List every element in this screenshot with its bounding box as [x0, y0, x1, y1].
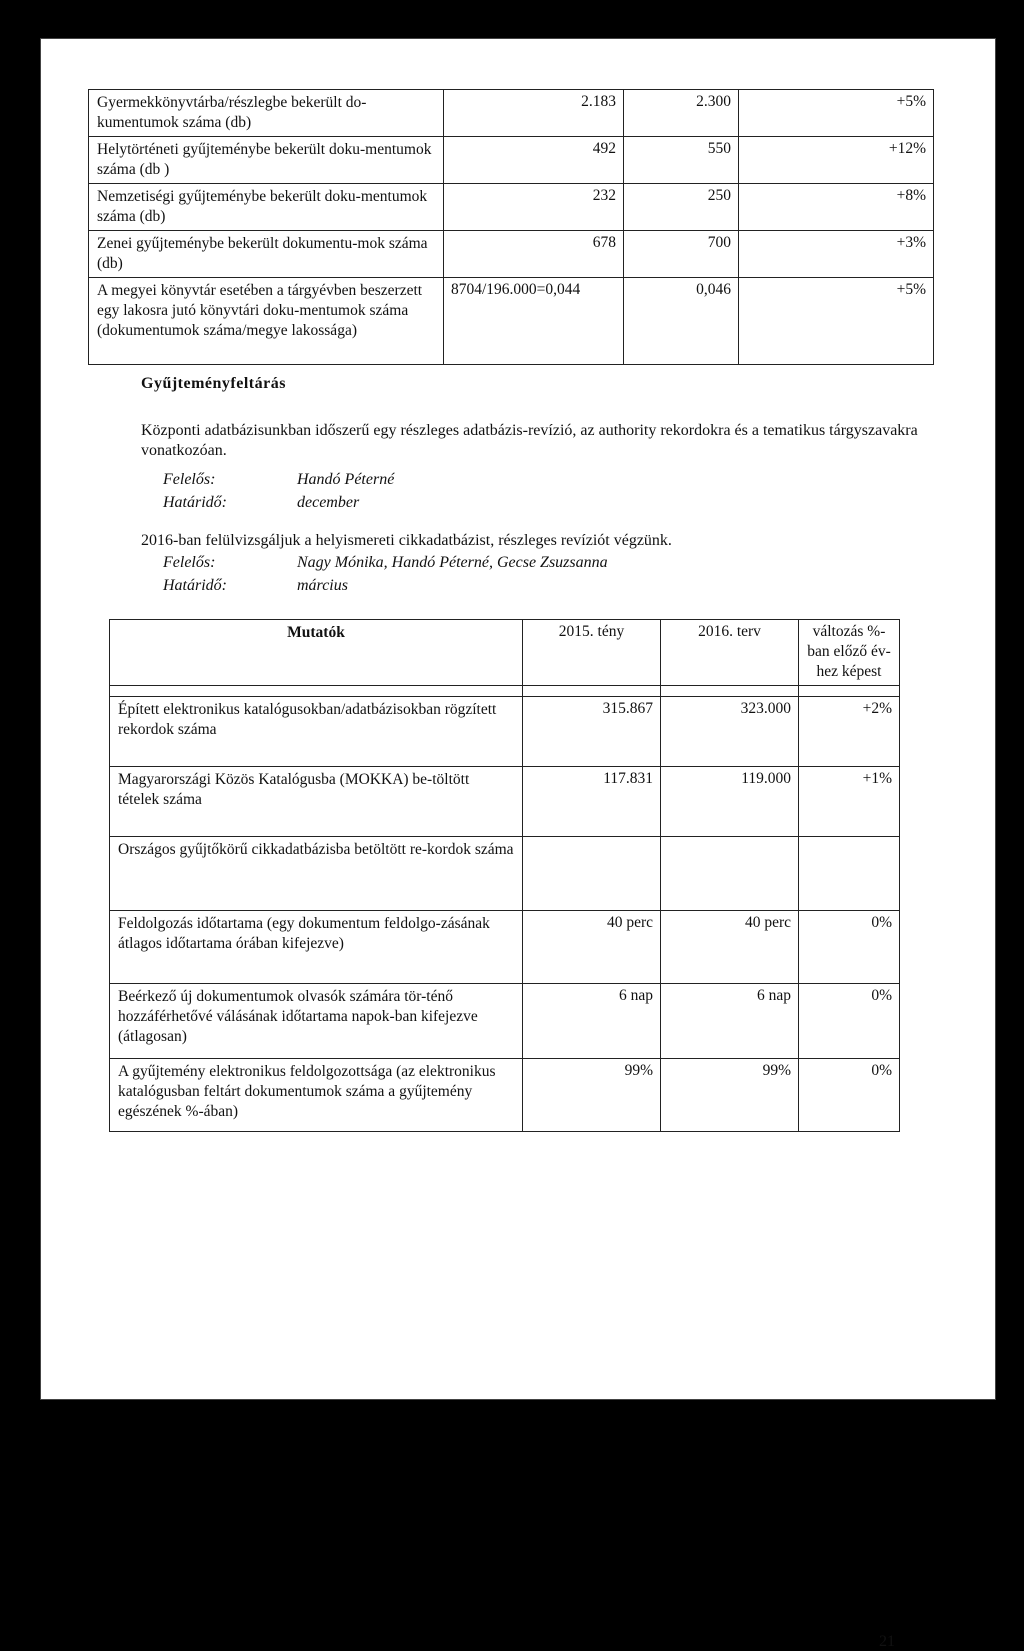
header-2015: 2015. tény	[523, 620, 661, 686]
row-label: Gyermekkönyvtárba/részlegbe bekerült do-kumentumok száma (db)	[89, 90, 444, 137]
row-label: Épített elektronikus katalógusokban/adatbázisokban rögzített rekordok száma	[110, 697, 523, 767]
value-2015: 40 perc	[523, 911, 661, 984]
value-2015	[523, 837, 661, 911]
value-2015: 117.831	[523, 767, 661, 837]
table-row	[110, 697, 900, 767]
row-label: A gyűjtemény elektronikus feldolgozottsága (az elektronikus katalógusban feltárt dokumentumok száma a gyűjtemény egészének %-ában)	[110, 1059, 523, 1132]
row-label: Helytörténeti gyűjteménybe bekerült doku-mentumok száma (db )	[89, 137, 444, 184]
value-2016: 2.300	[624, 90, 739, 137]
value-2016: 99%	[661, 1059, 799, 1132]
deadline-line	[163, 494, 359, 512]
change-percent: +5%	[739, 278, 934, 365]
change-percent: +12%	[739, 137, 934, 184]
table-row	[89, 137, 934, 184]
paragraph-revision: Központi adatbázisunkban időszerű egy részleges adatbázis-revízió, az authority rekordokra és a tematikus tárgyszavakra vonatkozóan.	[141, 422, 918, 459]
value-2016: 40 perc	[661, 911, 799, 984]
table-row	[110, 767, 900, 837]
row-label: A megyei könyvtár esetében a tárgyévben beszerzett egy lakosra jutó könyvtári doku-mentumok száma (dokumentumok száma/megye lakossága)	[89, 278, 444, 365]
value-2016: 700	[624, 231, 739, 278]
value-2016: 550	[624, 137, 739, 184]
table-header-row	[110, 620, 900, 686]
page-number: 21	[879, 1633, 895, 1650]
responsible-line	[163, 554, 608, 572]
document-page	[40, 38, 996, 1650]
deadline-value: március	[297, 577, 348, 594]
change-percent: +8%	[739, 184, 934, 231]
value-2016: 0,046	[624, 278, 739, 365]
header-2016: 2016. terv	[661, 620, 799, 686]
change-percent: 0%	[799, 984, 900, 1059]
header-indicators: Mutatók	[110, 620, 523, 686]
change-percent: +2%	[799, 697, 900, 767]
value-2015: 315.867	[523, 697, 661, 767]
table-row	[89, 184, 934, 231]
row-label: Beérkező új dokumentumok olvasók számára tör-ténő hozzáférhetővé válásának időtartama napok-ban kifejezve (átlagosan)	[110, 984, 523, 1059]
change-percent: +5%	[739, 90, 934, 137]
table-row	[110, 1059, 900, 1132]
table-row	[110, 984, 900, 1059]
row-label: Feldolgozás időtartama (egy dokumentum feldolgo-zásának átlagos időtartama órában kifejezve)	[110, 911, 523, 984]
value-2016: 250	[624, 184, 739, 231]
collection-stats-table	[88, 89, 934, 365]
header-change: változás %-ban előző év-hez képest	[799, 620, 900, 686]
deadline-key: Határidő:	[163, 577, 227, 594]
spacer-row	[110, 686, 900, 697]
value-2015: 99%	[523, 1059, 661, 1132]
responsible-key: Felelős:	[163, 471, 216, 488]
indicators-table	[109, 619, 900, 1132]
section-title: Gyűjteményfeltárás	[141, 375, 286, 392]
value-2015: 2.183	[444, 90, 624, 137]
change-percent: +1%	[799, 767, 900, 837]
deadline-key: Határidő:	[163, 494, 227, 511]
responsible-key: Felelős:	[163, 554, 216, 571]
value-2015: 6 nap	[523, 984, 661, 1059]
table-row	[110, 911, 900, 984]
value-2016: 119.000	[661, 767, 799, 837]
responsible-value: Nagy Mónika, Handó Péterné, Gecse Zsuzsanna	[297, 554, 608, 571]
value-2016: 6 nap	[661, 984, 799, 1059]
deadline-value: december	[297, 494, 360, 511]
spacer-cell	[523, 686, 661, 697]
change-percent: +3%	[739, 231, 934, 278]
value-2015: 492	[444, 137, 624, 184]
spacer-cell	[799, 686, 900, 697]
table-row	[110, 837, 900, 911]
deadline-line	[163, 577, 348, 595]
paragraph-article-db: 2016-ban felülvizsgáljuk a helyismereti cikkadatbázist, részleges revíziót végzünk.	[141, 532, 672, 549]
value-2016: 323.000	[661, 697, 799, 767]
value-2015: 8704/196.000=0,044	[444, 278, 624, 365]
value-2015: 232	[444, 184, 624, 231]
row-label: Országos gyűjtőkörű cikkadatbázisba betöltött re-kordok száma	[110, 837, 523, 911]
change-percent: 0%	[799, 1059, 900, 1132]
row-label: Nemzetiségi gyűjteménybe bekerült doku-mentumok száma (db)	[89, 184, 444, 231]
change-percent	[799, 837, 900, 911]
row-label: Zenei gyűjteménybe bekerült dokumentu-mok száma (db)	[89, 231, 444, 278]
value-2015: 678	[444, 231, 624, 278]
row-label: Magyarországi Közös Katalógusba (MOKKA) be-töltött tételek száma	[110, 767, 523, 837]
table-row	[89, 231, 934, 278]
spacer-cell	[110, 686, 523, 697]
responsible-line	[163, 471, 394, 489]
responsible-value: Handó Péterné	[297, 471, 395, 488]
table-row	[89, 278, 934, 365]
change-percent: 0%	[799, 911, 900, 984]
value-2016	[661, 837, 799, 911]
spacer-cell	[661, 686, 799, 697]
table-row	[89, 90, 934, 137]
